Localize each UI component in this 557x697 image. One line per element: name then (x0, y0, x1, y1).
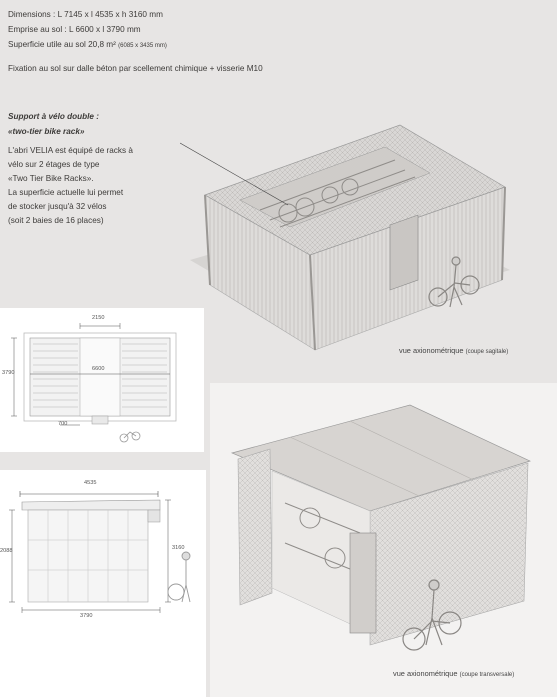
caption-top (399, 346, 508, 355)
plan-dim-6600: 6600 (92, 366, 105, 372)
support-line-4: La superficie actuelle lui permet (8, 188, 124, 197)
support-subtitle: «two-tier bike rack» (8, 127, 85, 136)
caption-bottom-main: vue axionométrique (393, 669, 458, 678)
caption-top-main: vue axionométrique (399, 346, 464, 355)
spec-superficie-row (8, 39, 167, 52)
support-line-5: de stocker jusqu'à 32 vélos (8, 202, 107, 211)
plan-dim-700: 700 (58, 421, 68, 427)
spec-dimensions: Dimensions : L 7145 x l 4535 x h 3160 mm (8, 10, 163, 19)
support-line-2: vélo sur 2 étages de type (8, 160, 100, 169)
spec-fixation: Fixation au sol sur dalle béton par scellement chimique + visserie M10 (8, 64, 263, 73)
caption-bottom-sub: (coupe transversale) (459, 672, 515, 678)
support-line-3: «Two Tier Bike Racks». (8, 174, 94, 183)
spec-superficie: Superficie utile au sol 20,8 m² (8, 40, 116, 49)
elevation-dim-4535: 4535 (84, 480, 97, 486)
support-line-1: L'abri VELIA est équipé de racks à (8, 146, 133, 155)
elevation-dim-3790: 3790 (80, 613, 93, 619)
caption-top-sub: (coupe sagitale) (465, 349, 509, 355)
plan-dim-3790: 3790 (2, 370, 15, 376)
elevation-dim-2088: 2088 (0, 548, 13, 554)
elevation-dim-3160: 3160 (172, 545, 185, 551)
axonometric-sagittal-drawing (180, 95, 557, 375)
support-line-6: (soit 2 baies de 16 places) (8, 216, 104, 225)
plan-dim-2150: 2150 (92, 315, 105, 321)
plan-drawing (0, 308, 204, 452)
spec-emprise: Emprise au sol : L 6600 x l 3790 mm (8, 25, 141, 34)
spec-superficie-detail: (6085 x 3435 mm) (118, 43, 167, 49)
elevation-drawing (0, 470, 206, 697)
axonometric-transversal-drawing (210, 383, 557, 697)
support-title: Support à vélo double : (8, 112, 99, 121)
caption-bottom (393, 669, 514, 678)
